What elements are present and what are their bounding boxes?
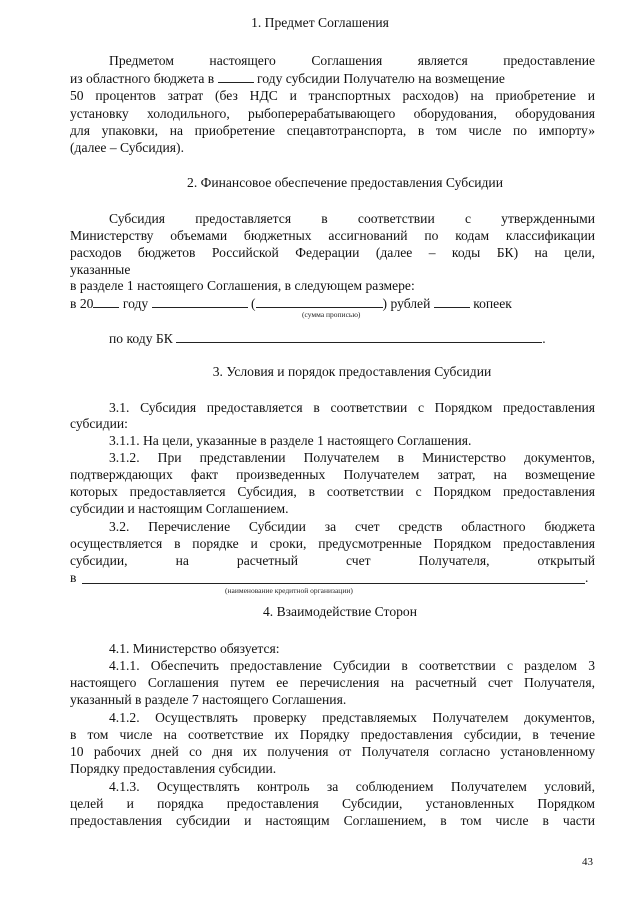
sec2-line-2: Министерству объемами бюджетных ассигнований по кодам классификации — [70, 228, 595, 243]
amount-open-paren: ( — [251, 296, 256, 311]
sec3-line-11-end: . — [585, 570, 589, 585]
sec2-line-4: указанные — [70, 262, 131, 277]
amount-year-word: году — [122, 296, 149, 311]
sec4-line-11: предоставления субсидии и настоящим Соглашением, в том числе в части — [70, 813, 595, 828]
section-2-title: 2. Финансовое обеспечение предоставления Субсидии — [187, 175, 503, 190]
sec3-line-5: подтверждающих факт произведенных Получателем затрат, на возмещение — [70, 467, 595, 482]
kopecks-blank[interactable] — [434, 295, 470, 308]
sec3-line-11-start: в — [70, 570, 77, 585]
sec4-line-4: указанный в разделе 7 настоящего Соглашения. — [70, 692, 347, 707]
amount-words-blank[interactable] — [256, 295, 383, 308]
amount-digits-blank[interactable] — [152, 295, 248, 308]
sec1-line-4: установку холодильного, рыбоперерабатывающего оборудования, оборудования — [70, 106, 595, 121]
section-3-title: 3. Условия и порядок предоставления Субсидии — [212, 364, 492, 379]
sec3-line-2: субсидии: — [70, 416, 128, 431]
bk-label: по коду БК — [109, 331, 173, 346]
sec4-line-9: 4.1.3. Осуществлять контроль за соблюдением Получателем условий, — [109, 779, 595, 794]
sec3-line-8: 3.2. Перечисление Субсидии за счет средств областного бюджета — [109, 519, 595, 534]
sec3-line-3: 3.1.1. На цели, указанные в разделе 1 настоящего Соглашения. — [109, 433, 472, 448]
sec4-line-6: в том числе на соответствие их Порядку предоставления субсидии, в течение — [70, 727, 595, 742]
sec4-line-8: Порядку предоставления субсидии. — [70, 761, 277, 776]
amount-year-prefix: в 20 — [70, 296, 94, 311]
bank-name-blank[interactable] — [82, 583, 585, 584]
sec1-line-3: 50 процентов затрат (без НДС и транспортных расходов) на приобретение и — [70, 88, 595, 103]
sec3-line-6: которых предоставляется Субсидия, в соответствии с Порядком предоставления — [70, 484, 595, 499]
sec1-line-2 — [70, 70, 595, 87]
sec4-line-5: 4.1.2. Осуществлять проверку представляемых Получателем документов, — [109, 710, 595, 725]
sec1-line-2-end: году субсидии Получателю на возмещение — [257, 71, 505, 86]
sec3-line-10: субсидии, на расчетный счет Получателя, открытый — [70, 553, 595, 568]
year-suffix-blank[interactable] — [93, 295, 119, 308]
sec4-line-1: 4.1. Министерство обязуется: — [109, 641, 280, 656]
section-4-title: 4. Взаимодействие Сторон — [263, 604, 417, 619]
bk-code-blank[interactable] — [176, 330, 542, 343]
sec2-line-3: расходов бюджетов Российской Федерации (далее – коды БК) на цели, — [70, 245, 595, 260]
sec4-line-7: 10 рабочих дней со дня их получения от Получателя согласно установленному — [70, 744, 595, 759]
sec1-line-1: Предметом настоящего Соглашения является предоставление — [109, 53, 595, 68]
bk-line — [109, 330, 595, 347]
sec3-line-1: 3.1. Субсидия предоставляется в соответствии с Порядком предоставления — [109, 400, 595, 415]
sec1-line-6: (далее – Субсидия). — [70, 140, 184, 155]
section-1-title: 1. Предмет Соглашения — [251, 15, 389, 30]
amount-caption: (сумма прописью) — [302, 310, 361, 319]
amount-kopecks: копеек — [473, 296, 512, 311]
sec3-line-9: осуществляется в порядке и сроки, предусмотренные Порядком предоставления — [70, 536, 595, 551]
sec4-line-2: 4.1.1. Обеспечить предоставление Субсидии в соответствии с разделом 3 — [109, 658, 595, 673]
sec2-line-5: в разделе 1 настоящего Соглашения, в следующем размере: — [70, 278, 415, 293]
sec4-line-10: целей и порядка предоставления Субсидии, установленных Порядком — [70, 796, 595, 811]
sec2-line-1: Субсидия предоставляется в соответствии с утвержденными — [109, 211, 595, 226]
sec3-line-4: 3.1.2. При представлении Получателем в Министерство документов, — [109, 450, 595, 465]
bk-line-end: . — [542, 331, 546, 346]
amount-rubles: ) рублей — [382, 296, 431, 311]
sec1-line-5: для упаковки, на приобретение спецавтотранспорта, в том числе по импорту» — [70, 123, 595, 138]
sec4-line-3: настоящего Соглашения путем ее перечисления на расчетный счет Получателя, — [70, 675, 595, 690]
year-blank[interactable] — [218, 70, 254, 83]
sec1-line-2-start: из областного бюджета в — [70, 71, 215, 86]
sec3-line-7: субсидии и настоящим Соглашением. — [70, 501, 289, 516]
bank-caption: (наименование кредитной организации) — [225, 586, 353, 595]
page-number: 43 — [582, 856, 593, 868]
